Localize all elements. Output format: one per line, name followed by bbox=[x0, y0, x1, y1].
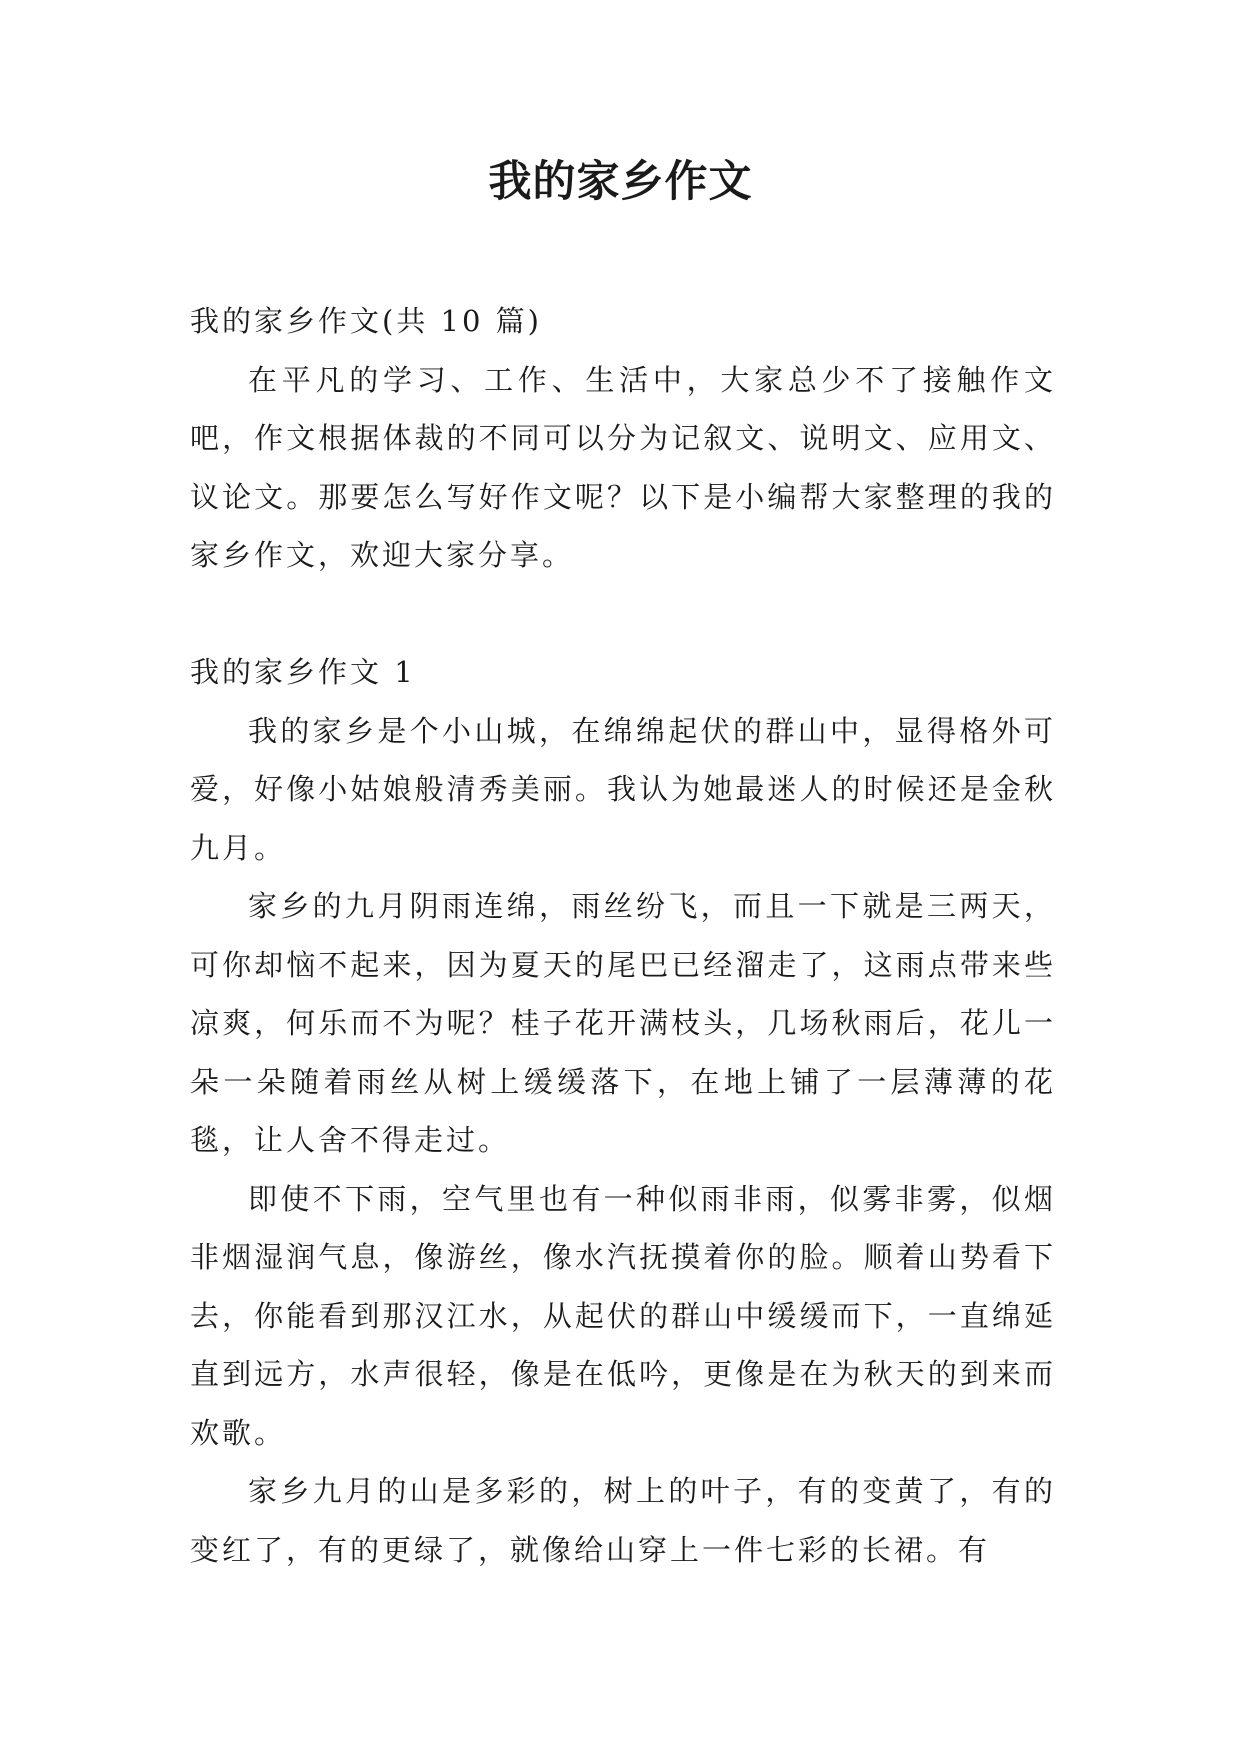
essay-paragraph: 家乡的九月阴雨连绵，雨丝纷飞，而且一下就是三两天，可你却恼不起来，因为夏天的尾巴已经溜走了，这雨点带来些凉爽，何乐而不为呢？桂子花开满枝头，几场秋雨后，花儿一朵一朵随着雨丝从树上缓缓落下，在地上铺了一层薄薄的花毯，让人舍不得走过。 bbox=[190, 889, 1056, 1157]
collection-heading: 我的家乡作文(共 10 篇) bbox=[190, 304, 542, 338]
intro-paragraph: 在平凡的学习、工作、生活中，大家总少不了接触作文吧，作文根据体裁的不同可以分为记叙文、说明文、应用文、议论文。那要怎么写好作文呢？以下是小编帮大家整理的我的家乡作文，欢迎大家分享。 bbox=[190, 362, 1056, 572]
essay-paragraph: 家乡九月的山是多彩的，树上的叶子，有的变黄了，有的变红了，有的更绿了，就像给山穿上一件七彩的长裙。有 bbox=[190, 1474, 1056, 1567]
section-spacer bbox=[190, 585, 1056, 644]
document-body bbox=[190, 292, 1056, 1579]
essay-heading: 我的家乡作文 1 bbox=[190, 655, 416, 689]
document-title: 我的家乡作文 bbox=[488, 157, 753, 207]
essay-paragraph: 即使不下雨，空气里也有一种似雨非雨，似雾非雾，似烟非烟湿润气息，像游丝，像水汽抚摸着你的脸。顺着山势看下去，你能看到那汉江水，从起伏的群山中缓缓而下，一直绵延直到远方，水声很轻，像是在低吟，更像是在为秋天的到来而欢歌。 bbox=[190, 1181, 1056, 1450]
essay-paragraph: 我的家乡是个小山城，在绵绵起伏的群山中，显得格外可爱，好像小姑娘般清秀美丽。我认为她最迷人的时候还是金秋九月。 bbox=[190, 713, 1056, 865]
